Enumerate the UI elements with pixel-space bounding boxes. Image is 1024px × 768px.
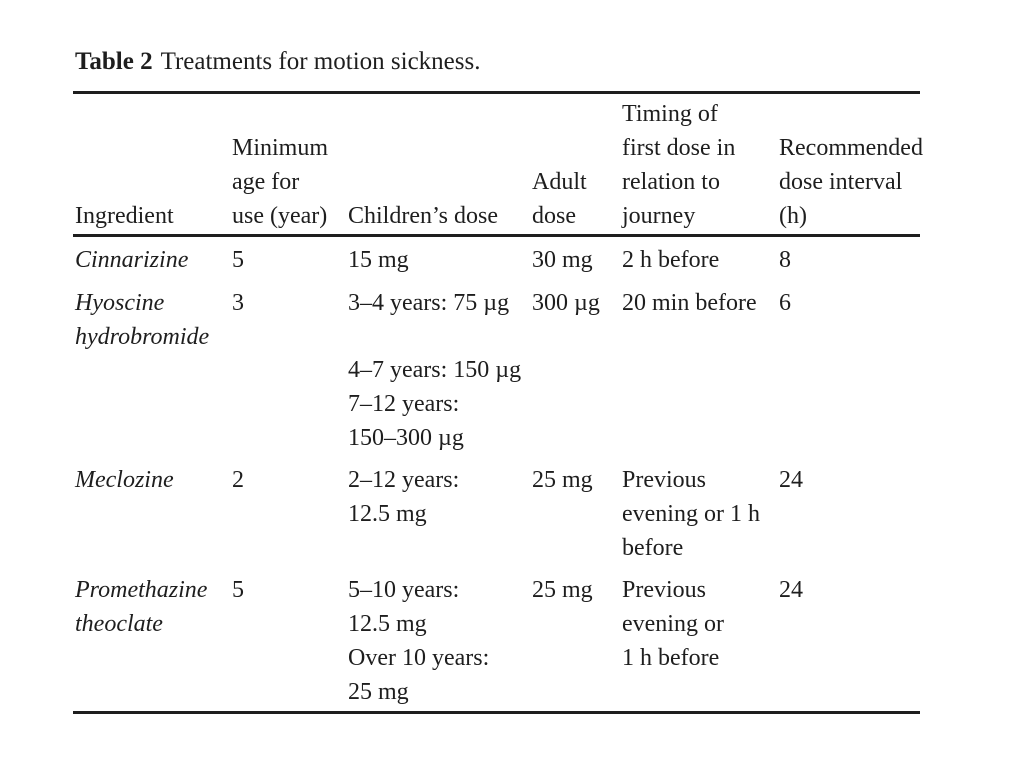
row-1-min-age: 5 (232, 247, 244, 273)
row-2-timing: 20 min before (622, 290, 757, 316)
row-3-min-age: 2 (232, 467, 244, 493)
row-3-interval: 24 (779, 467, 803, 493)
row-1-childrens-dose: 15 mg (348, 247, 409, 273)
header-childrens-dose: Children’s dose (348, 203, 498, 229)
row-1-ingredient: Cinnarizine (75, 247, 189, 273)
header-adult-dose: Adult dose (532, 169, 587, 229)
row-3-timing: Previous evening or 1 h before (622, 467, 760, 561)
row-3-adult-dose: 25 mg (532, 467, 593, 493)
table-bottom-rule (73, 711, 920, 714)
row-4-interval: 24 (779, 577, 803, 603)
row-1-interval: 8 (779, 247, 791, 273)
row-2-childrens-dose: 3–4 years: 75 µg (348, 290, 510, 316)
row-4-ingredient: Promethazine theoclate (75, 577, 208, 637)
header-timing: Timing of first dose in relation to journey (622, 101, 736, 229)
row-2-childrens-dose-extra: 4–7 years: 150 µg 7–12 years: 150–300 µg (348, 357, 522, 451)
row-3-childrens-dose: 2–12 years: 12.5 mg (348, 467, 460, 527)
header-minimum-age: Minimum age for use (year) (232, 135, 329, 229)
table-caption-text: Treatments for motion sickness. (160, 48, 481, 75)
table-caption (75, 48, 480, 76)
table-header-rule (73, 234, 920, 237)
header-ingredient: Ingredient (75, 203, 174, 229)
row-2-adult-dose: 300 µg (532, 290, 600, 316)
row-2-min-age: 3 (232, 290, 244, 316)
row-4-min-age: 5 (232, 577, 244, 603)
row-3-ingredient: Meclozine (75, 467, 174, 493)
row-4-childrens-dose: 5–10 years: 12.5 mg Over 10 years: 25 mg (348, 577, 490, 705)
table-caption-label: Table 2 (75, 48, 153, 75)
row-2-interval: 6 (779, 290, 791, 316)
table-top-rule (73, 91, 920, 94)
header-dose-interval: Recommended dose interval (h) (779, 135, 923, 229)
row-2-ingredient: Hyoscine hydrobromide (75, 290, 210, 350)
row-1-adult-dose: 30 mg (532, 247, 593, 273)
row-4-adult-dose: 25 mg (532, 577, 593, 603)
row-4-timing: Previous evening or 1 h before (622, 577, 724, 671)
row-1-timing: 2 h before (622, 247, 720, 273)
